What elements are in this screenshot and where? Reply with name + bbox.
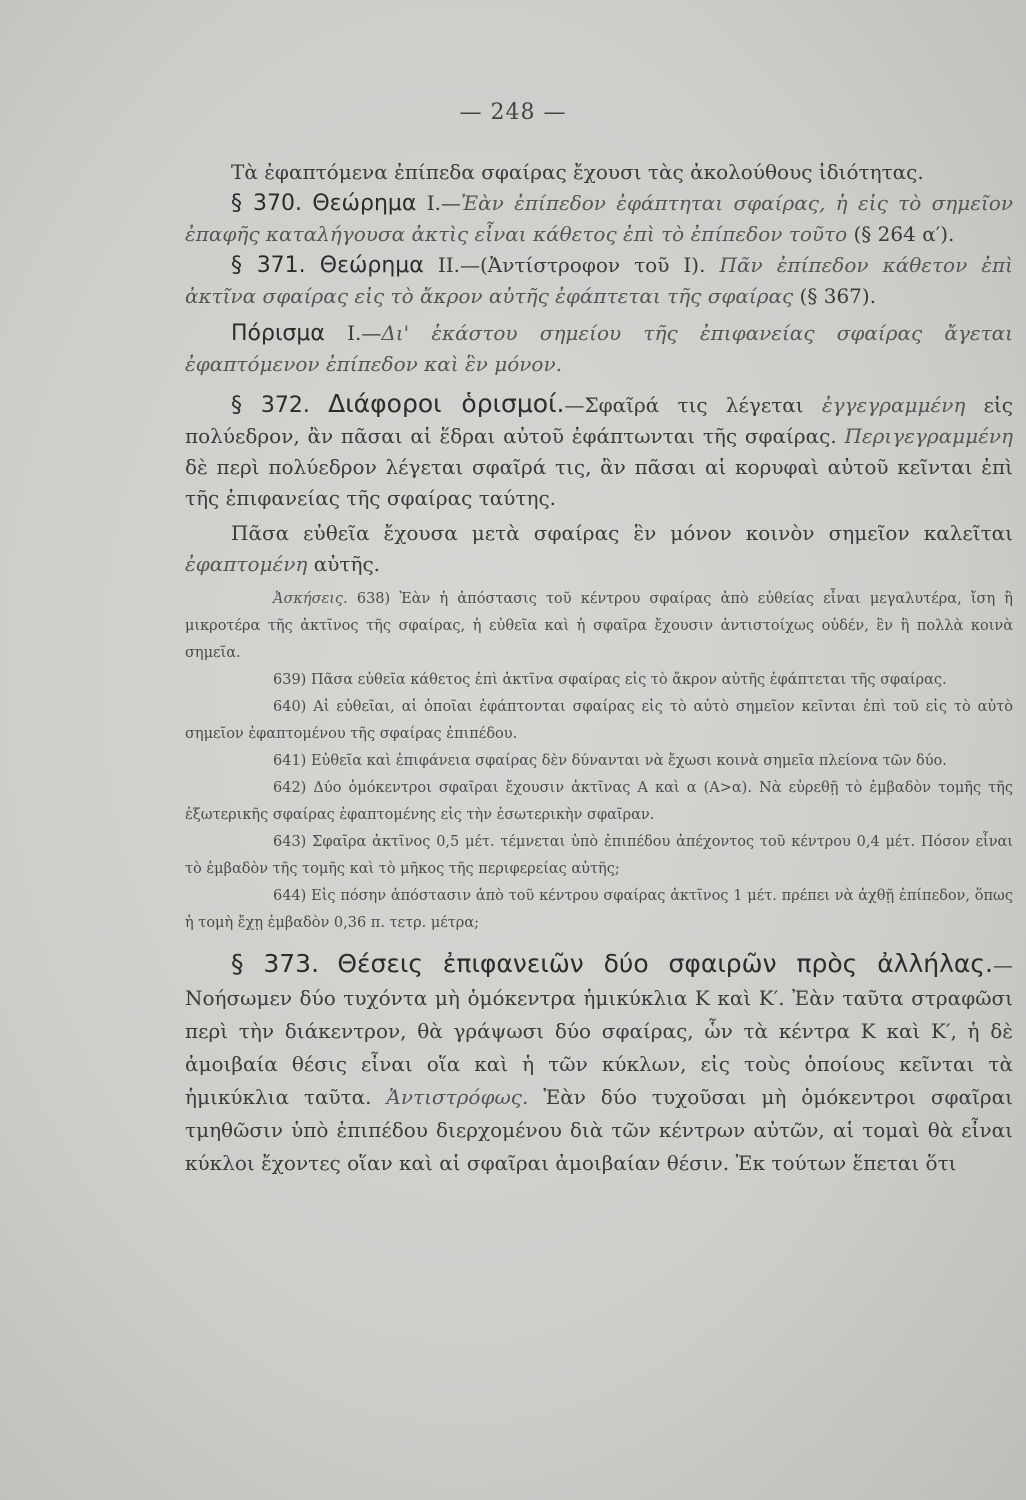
section-371-title: Θεώρημα <box>319 253 424 278</box>
section-373-title: Θέσεις ἐπιφανειῶν δύο σφαιρῶν πρὸς ἀλλήλας. <box>337 949 994 978</box>
exercise-640: 640) Αἱ εὐθεῖαι, αἱ ὁποῖαι ἐφάπτονται σφαίρας εἰς τὸ αὐτὸ σημεῖον κεῖνται ἐπὶ τοῦ εἰς τὸ αὐτὸ σημεῖον ἐφαπτομένου τῆς σφαίρας ἐπιπέδου. <box>185 699 1013 742</box>
section-370-ref: (§ 264 α′). <box>847 222 955 246</box>
section-372-p1e: δὲ περὶ πολύεδρον λέγεται σφαῖρά τις, ἂν πᾶσαι αἱ κορυφαὶ αὐτοῦ κεῖνται ἐπὶ τῆς ἐπιφανείας τῆς σφαίρας ταύτης. <box>185 455 1013 510</box>
exercise-644: 644) Εἰς πόσην ἀπόστασιν ἀπὸ τοῦ κέντρου σφαίρας ἀκτῖνος 1 μέτ. πρέπει νὰ ἀχθῇ ἐπίπεδον, ὅπως ἡ τομὴ ἔχῃ ἐμβαδὸν 0,36 π. τετρ. μέτρα; <box>185 888 1013 931</box>
exercise-642: 642) Δύο ὁμόκεντροι σφαῖραι ἔχουσιν ἀκτῖνας Α καὶ α (Α>α). Νὰ εὑρεθῇ τὸ ἐμβαδὸν τομῆς τῆς ἐξωτερικῆς σφαίρας ἐφαπτομένης εἰς τὴν ἐσωτερικὴν σφαῖραν. <box>185 780 1013 823</box>
section-373 <box>185 947 1013 1180</box>
section-371 <box>185 250 1013 312</box>
section-370-label: I.— <box>416 191 462 215</box>
term-circumscribed: Περιγεγραμμένη <box>844 424 1013 448</box>
section-373-text3: Ἐὰν δύο τυχοῦσαι μὴ ὁμόκεντροι σφαῖραι τμηθῶσιν ὑπὸ ἐπιπέδου διερχομένου διὰ τῶν κέντρων αὐτῶν, αἱ τομαὶ θὰ εἶναι κύκλοι ἔχοντες οἵαν καὶ αἱ σφαῖραι ἀμοιβαίαν θέσιν. Ἐκ τούτων ἕπεται ὅτι <box>185 1085 1014 1175</box>
porisma-label: I.— <box>324 321 382 345</box>
term-tangent: ἐφαπτομένη <box>185 552 308 576</box>
section-371-label: II.—(Ἀντίστροφον τοῦ I). <box>423 253 706 277</box>
porisma-title: Πόρισμα <box>231 321 325 346</box>
exercise-639: 639) Πᾶσα εὐθεῖα κάθετος ἐπὶ ἀκτῖνα σφαίρας εἰς τὸ ἄκρον αὐτῆς ἐφάπτεται τῆς σφαίρας. <box>273 672 947 688</box>
section-372-title: Διάφοροι ὁρισμοί. <box>328 389 565 418</box>
exercise-641: 641) Εὐθεῖα καὶ ἐπιφάνεια σφαίρας δὲν δύνανται νὰ ἔχωσι κοινὰ σημεῖα πλείονα τῶν δύο. <box>273 753 947 769</box>
main-text <box>185 157 1013 1180</box>
section-373-text1: —Νοήσωμεν δύο τυχόντα μὴ ὁμόκεντρα ἡμικύκλια Κ καὶ Κ′. Ἐὰν ταῦτα στραφῶσι περὶ τὴν διάκεντρον, θὰ γράψωσι δύο σφαίρας, ὧν τὰ κέντρα Κ καὶ Κ′, ἡ δὲ ἀμοιβαία θέσις εἶναι οἵα καὶ ἡ τῶν κύκλων, εἰς τοὺς ὁποίους κεῖνται τὰ ἡμικύκλια ταῦτα. <box>185 953 1014 1109</box>
exercise-638: Ἀσκήσεις. 638) Ἐὰν ἡ ἀπόστασις τοῦ κέντρου σφαίρας ἀπὸ εὐθείας εἶναι μεγαλυτέρα, ἴση ἢ μικροτέρα τῆς ἀκτῖνος τῆς σφαίρας, ἡ εὐθεῖα καὶ ἡ σφαῖρα ἔχουσιν ἀντιστοίχως οὐδέν, ἓν ἢ πολλὰ κοινὰ σημεῖα. <box>185 591 1013 661</box>
porisma <box>185 318 1013 380</box>
section-370-text: Ἐὰν ἐπίπεδον ἐφάπτηται σφαίρας, ἡ εἰς τὸ σημεῖον ἐπαφῆς καταλήγουσα ἀκτὶς εἶναι κάθετος ἐπὶ τὸ ἐπίπεδον τοῦτο <box>185 191 1013 246</box>
section-370 <box>185 188 1013 250</box>
term-inscribed: ἐγγεγραμμένη <box>821 393 966 417</box>
section-371-number: § 371. <box>231 253 306 278</box>
exercises <box>185 586 1013 937</box>
section-372-p1c: εἰς πολύεδρον, ἂν πᾶσαι αἱ ἕδραι αὐτοῦ ἐφάπτωνται τῆς σφαίρας. <box>185 393 1013 448</box>
porisma-text: Δι' ἑκάστου σημείου τῆς ἐπιφανείας σφαίρας ἄγεται ἐφαπτόμενον ἐπίπεδον καὶ ἓν μόνον. <box>185 321 1013 376</box>
intro-paragraph: Τὰ ἐφαπτόμενα ἐπίπεδα σφαίρας ἔχουσι τὰς ἀκολούθους ἰδιότητας. <box>231 160 924 184</box>
section-372 <box>185 388 1013 514</box>
exercises-label: Ἀσκήσεις. <box>273 591 348 607</box>
section-371-ref: (§ 367). <box>793 284 877 308</box>
section-370-number: § 370. <box>231 191 302 216</box>
section-372-p1a: —Σφαῖρά τις λέγεται <box>564 393 822 417</box>
section-373-conversely: Ἀντιστρόφως. <box>386 1085 529 1109</box>
section-373-number: § 373. <box>231 949 320 978</box>
tangent-def-a: Πᾶσα εὐθεῖα ἔχουσα μετὰ σφαίρας ἓν μόνον κοινὸν σημεῖον καλεῖται <box>231 521 1013 545</box>
exercise-643: 643) Σφαῖρα ἀκτῖνος 0,5 μέτ. τέμνεται ὑπὸ ἐπιπέδου ἀπέχοντος τοῦ κέντρου 0,4 μέτ. Πόσον εἶναι τὸ ἐμβαδὸν τῆς τομῆς καὶ τὸ μῆκος τῆς περιφερείας αὐτῆς; <box>185 834 1013 877</box>
section-370-title: Θεώρημα <box>312 191 417 216</box>
section-372-number: § 372. <box>231 393 310 418</box>
section-371-text: Πᾶν ἐπίπεδον κάθετον ἐπὶ ἀκτῖνα σφαίρας εἰς τὸ ἄκρον αὐτῆς ἐφάπτεται τῆς σφαίρας <box>185 253 1014 308</box>
tangent-def-c: αὐτῆς. <box>307 552 381 576</box>
page-number: — 248 — <box>459 100 567 125</box>
tangent-definition <box>185 518 1013 580</box>
